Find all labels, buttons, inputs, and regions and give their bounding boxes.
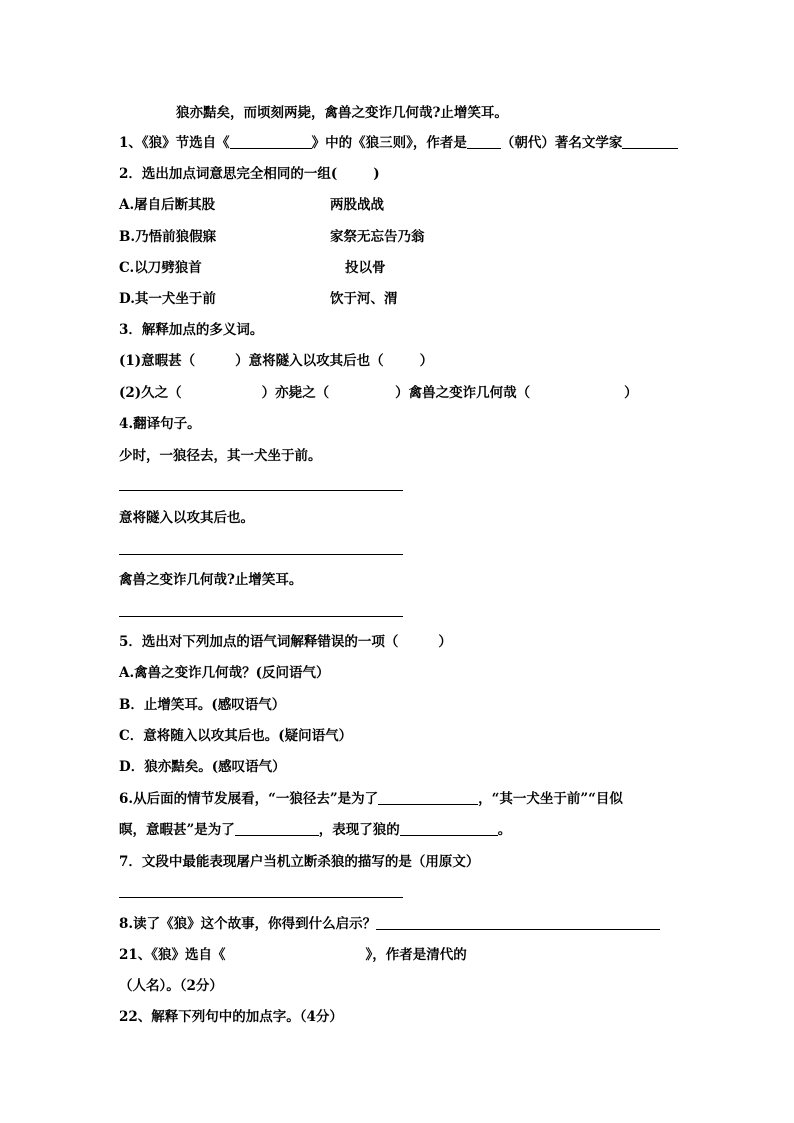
q6-text-a: 6.从后面的情节发展看，“一狼径去”是为了 [119, 791, 379, 807]
intro-text: 狼亦黠矣，而顷刻两毙，禽兽之变诈几何哉?止增笑耳。 [176, 105, 508, 121]
q4-answer-line-1[interactable] [119, 490, 403, 491]
q2-option-a-right: 两股战战 [330, 197, 384, 213]
q2-option-b-right: 家祭无忘告乃翁 [330, 229, 425, 245]
q2-option-a-left: A.屠自后断其股 [119, 197, 216, 213]
q5-option-c: C．意将随入以攻其后也。(疑问语气） [119, 728, 353, 744]
q3-line-2 [119, 383, 638, 403]
q1-text-a: 1、《狼》节选自《 [119, 135, 230, 151]
q2-option-c [119, 258, 202, 278]
q6-text-e: 。 [497, 822, 512, 838]
question-7: 7．文段中最能表现屠户当机立断杀狼的描写的是（用原文） [119, 854, 480, 870]
q6-blank-3[interactable] [400, 821, 498, 836]
question-2-stem [119, 164, 380, 184]
q5-close: ） [438, 634, 452, 650]
question-8 [119, 914, 660, 934]
question-5-stem [119, 632, 452, 652]
q6-text-c: 暝，意暇甚”是为了 [119, 822, 235, 838]
question-3-stem: 3．解释加点的多义词。 [119, 322, 264, 338]
question-21-line-1 [119, 945, 467, 965]
q2-option-d-left: D.其一犬坐于前 [119, 291, 216, 307]
q4-sentence-3: 禽兽之变诈几何哉?止增笑耳。 [119, 572, 303, 588]
q7-answer-line[interactable] [119, 897, 403, 898]
q5-option-a: A.禽兽之变诈几何哉？(反问语气） [119, 665, 330, 681]
q8-answer-line[interactable] [376, 915, 660, 930]
q3-l1-b: ）意将隧入以攻其后也（ [235, 353, 384, 369]
q3-l1-c: ） [419, 353, 434, 369]
q4-sentence-2: 意将隧入以攻其后也。 [119, 510, 254, 526]
question-22: 22、解释下列句中的加点字。（4分） [119, 1009, 343, 1025]
question-1 [119, 133, 678, 153]
question-21-line-2: （人名）。（2分） [119, 978, 223, 994]
q1-blank-writer[interactable] [622, 134, 678, 149]
q1-text-c: （朝代）著名文学家 [500, 135, 623, 151]
q1-text-b: 》中的《狼三则》，作者是 [311, 135, 467, 151]
q3-l2-b: ）亦毙之（ [261, 385, 330, 401]
q6-text-b: ，“其一犬坐于前”“目似 [478, 791, 623, 807]
q4-sentence-1: 少时，一狼径去，其一犬坐于前。 [119, 448, 322, 464]
q4-answer-line-2[interactable] [119, 554, 403, 555]
question-6-line-2 [119, 820, 511, 840]
q1-blank-book[interactable] [230, 134, 312, 149]
q6-blank-1[interactable] [378, 790, 478, 805]
q2-option-d [119, 289, 216, 309]
q2-option-a [119, 195, 215, 215]
q2-close: ) [373, 166, 380, 182]
q4-answer-line-3[interactable] [119, 616, 403, 617]
q2-option-c-left: C.以刀劈狼首 [119, 260, 202, 276]
q2-option-d-right: 饮于河、渭 [330, 291, 398, 307]
q5-stem-text: 5．选出对下列加点的语气词解释错误的一项（ [119, 634, 399, 650]
q3-line-1 [119, 351, 433, 371]
q6-text-d: ，表现了狼的 [318, 822, 400, 838]
q21-text-a: 21、《狼》选自《 [119, 947, 226, 963]
q21-text-b: 》，作者是清代的 [365, 947, 467, 963]
q2-stem-text: 2．选出加点词意思完全相同的一组( [119, 166, 338, 182]
q5-option-d: D．狼亦黠矣。(感叹语气） [119, 759, 286, 775]
q8-text: 8.读了《狼》这个故事，你得到什么启示？ [119, 916, 377, 932]
q3-l1-a: (1)意暇甚（ [119, 353, 196, 369]
q3-l2-a: (2)久之（ [119, 385, 182, 401]
q3-l2-c: ）禽兽之变诈几何哉（ [395, 385, 531, 401]
q1-blank-dynasty[interactable] [467, 134, 501, 149]
q2-option-b [119, 227, 216, 247]
question-4-stem: 4.翻译句子。 [119, 416, 201, 432]
q3-l2-d: ） [624, 385, 638, 401]
q2-option-c-right: 投以骨 [345, 260, 386, 276]
question-6-line-1 [119, 789, 623, 809]
q5-option-b: B．止增笑耳。(感叹语气） [119, 697, 286, 713]
q2-option-b-left: B.乃悟前狼假寐 [119, 229, 217, 245]
q6-blank-2[interactable] [235, 821, 319, 836]
